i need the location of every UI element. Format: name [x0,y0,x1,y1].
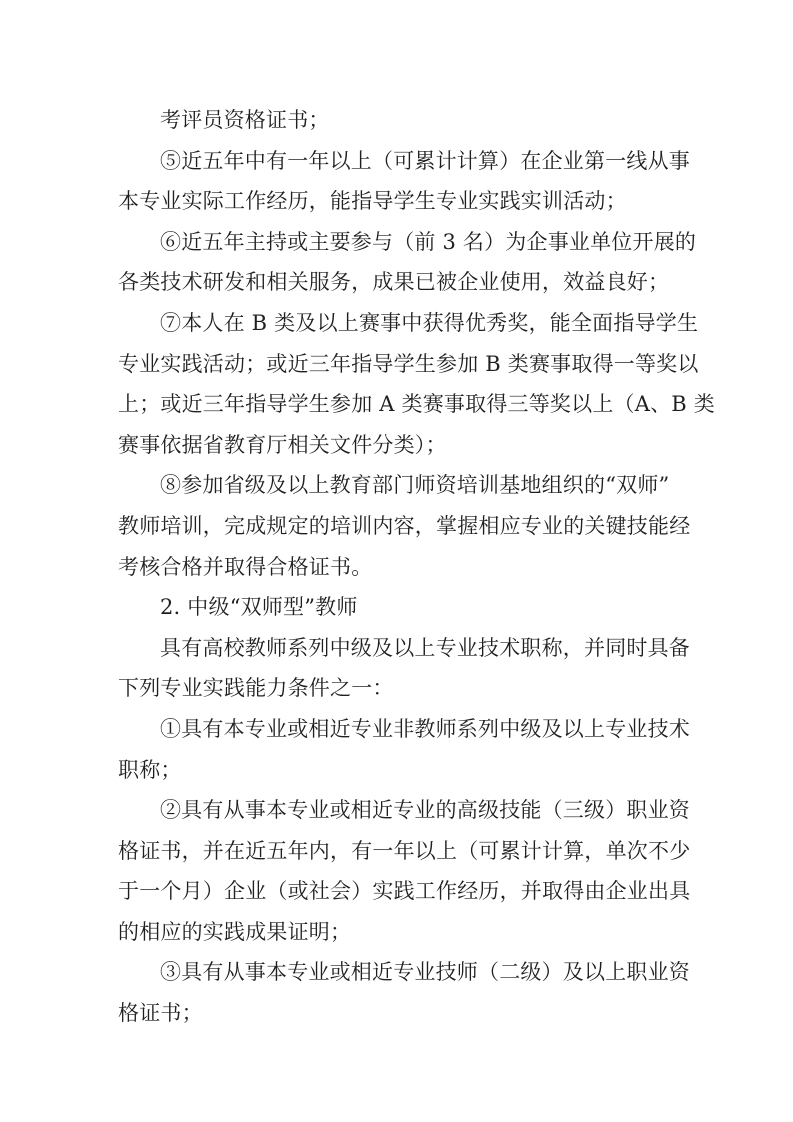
document-line: 格证书，并在近五年内，有一年以上（可累计计算，单次不少 [118,838,691,863]
document-body [118,100,715,1034]
document-line: 本专业实际工作经历，能指导学生专业实践实训活动； [118,189,627,214]
document-line: 考核合格并取得合格证书。 [118,554,373,579]
document-line: 职称； [118,757,182,782]
document-line: 上；或近三年指导学生参加 A 类赛事取得三等奖以上（A、B 类 [118,392,715,417]
document-line: 于一个月）企业（或社会）实践工作经历，并取得由企业出具 [118,879,691,904]
document-line: 具有高校教师系列中级及以上专业技术职称，并同时具备 [160,635,690,660]
document-line: 的相应的实践成果证明； [118,919,352,944]
document-line: 教师培训，完成规定的培训内容，掌握相应专业的关键技能经 [118,513,691,538]
document-line: ①具有本专业或相近专业非教师系列中级及以上专业技术 [160,716,690,741]
document-line: ②具有从事本专业或相近专业的高级技能（三级）职业资 [160,798,690,823]
document-line: ⑧参加省级及以上教育部门师资培训基地组织的“双师” [160,473,670,498]
document-line: ⑥近五年主持或主要参与（前 3 名）为企事业单位开展的 [160,229,697,254]
document-line: ⑤近五年中有一年以上（可累计计算）在企业第一线从事 [160,148,690,173]
document-line: 各类技术研发和相关服务，成果已被企业使用，效益良好； [118,270,670,295]
document-line: 赛事依据省教育厅相关文件分类）； [118,432,447,457]
document-line: ③具有从事本专业或相近专业技师（二级）及以上职业资 [160,960,690,985]
document-line: 下列专业实践能力条件之一： [118,676,394,701]
document-line: 2. 中级“双师型”教师 [160,595,358,620]
document-line: 格证书； [118,1001,203,1026]
document-line: ⑦本人在 B 类及以上赛事中获得优秀奖，能全面指导学生 [160,310,699,335]
document-line: 专业实践活动；或近三年指导学生参加 B 类赛事取得一等奖以 [118,351,699,376]
document-line: 考评员资格证书； [160,108,330,132]
